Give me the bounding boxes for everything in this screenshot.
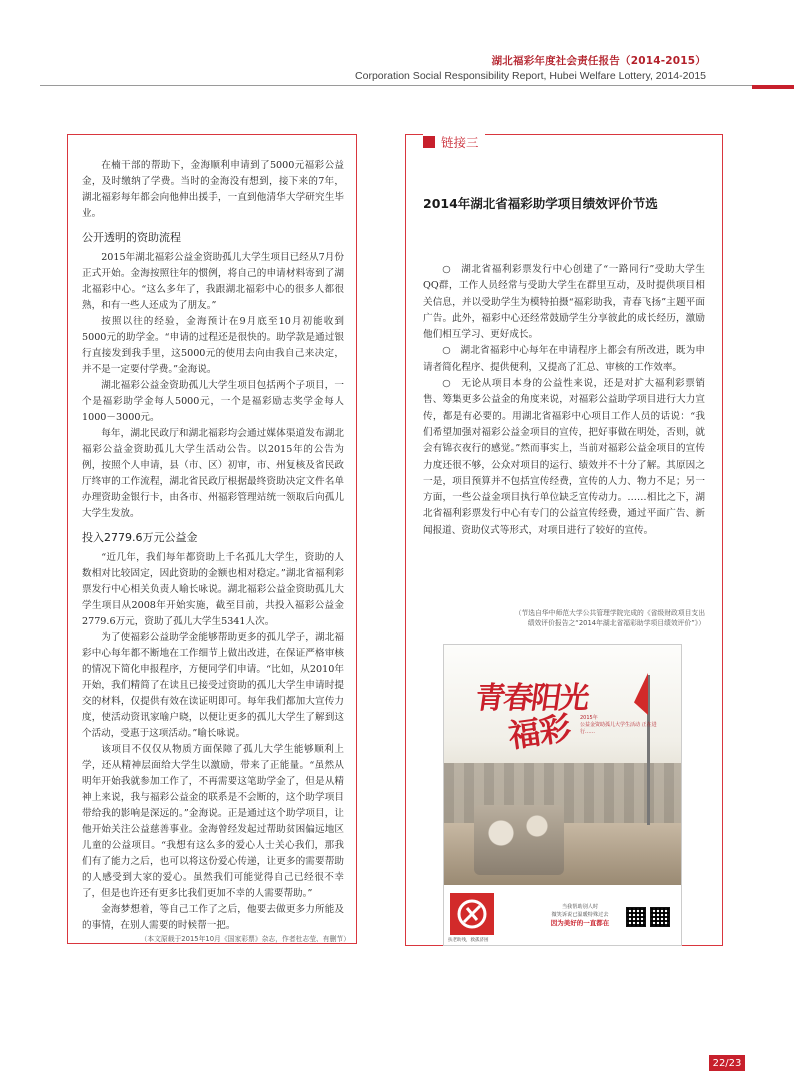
poster-brand-word: 福彩 (505, 708, 573, 756)
report-subtitle: Corporation Social Responsibility Report, Hubei Welfare Lottery, 2014-2015 (355, 70, 706, 82)
campaign-poster (443, 644, 682, 946)
sidebar-title: 2014年湖北省福彩助学项目绩效评价节选 (423, 196, 658, 211)
poster-year: 2015年 (580, 715, 598, 721)
section-heading-process: 公开透明的资助流程 (82, 231, 181, 244)
sidebar-paragraph: ○ 湖北省福利彩票发行中心创建了“一路同行”受助大学生QQ群，工作人员经常与受助大学生在群里互动，及时提供项目相关信息，并以受助学生为模特拍摄“福彩助我，青春飞扬”主题平面广告。此外，福彩中心还经常鼓励学生分享彼此的成长经历，激励他们相互学习、更好成长。 (423, 264, 705, 341)
qr-code-icon (650, 907, 670, 927)
slogan-line: 微笑诉说已温暖特殊过去 (551, 912, 609, 918)
section-heading-investment: 投入2779.6万元公益金 (82, 531, 198, 544)
left-source-credit: （本文原载于2015年10月《国家彩票》杂志，作者杜志莹、有删节） (140, 935, 350, 943)
article-paragraph: 按照以往的经验，金海预计在9月底至10月初能收到5000元的助学金。“申请的过程还是很快的。助学款是通过银行直接发到我手里，这5000元的使用去向由我自己来决定，并不是一定要付学费。”金海说。 (82, 316, 344, 375)
sidebar-paragraph: ○ 无论从项目本身的公益性来说，还是对扩大福利彩票销售、筹集更多公益金的角度来说，对福彩公益助学项目进行大力宣传，都是有必要的。用湖北省福彩中心项目工作人员的话说：“我们希望加强对福彩公益金项目的宣传，把好事做在明处，否则，就会有锦衣夜行的感觉。”然而事实上，当前对福彩公益金项目的宣传力度还很不够，公众对项目的运行、绩效并不十分了解。其原因之一是，项目预算并不包括宣传经费，宣传的人力、物力不足；另一方面，一些公益金项目执行单位缺乏宣传动力。……相比之下，湖北省福利彩票发行中心有专门的公益宣传经费，通过平面广告、新闻报道、资助仪式等形式，对项目进行了较好的宣传。 (423, 378, 705, 536)
article-paragraph: 每年，湖北民政厅和湖北福彩均会通过媒体渠道发布湖北福彩公益金资助孤儿大学生活动公告。以2015年的公告为例，按照个人申请，县（市、区）初审，市、州复核及省民政厅终审的工作流程，湖北省民政厅根据最终资助决定文件名单办理资助金银行卡，由各市、州福彩管理站统一领取后向孤儿大学生发放。 (82, 428, 344, 519)
intro-paragraph: 在楠干部的帮助下，金海顺利申请到了5000元福彩公益金，及时缴纳了学费。当时的金海没有想到，接下来的7年，湖北福彩每年都会向他伸出援手，一直到他清华大学研究生毕业。 (82, 160, 344, 219)
qr-code-icon (626, 907, 646, 927)
header-accent-bar (752, 85, 794, 89)
article-paragraph: 该项目不仅仅从物质方面保障了孤儿大学生能够顺利上学，还从精神层面给大学生以激励，带来了正能量。“虽然从明年开始我就参加工作了，不再需要这笔助学金了，但是从精神上来说，我与福彩公益金的联系是不会断的，这个助学项目带给我的影响是深远的。”金海说。正是通过这个助学项目，让他开始关注公益慈善事业。金海曾经发起过帮助贫困偏远地区儿童的公益项目。“我想有这么多的爱心人士关心我们，那我们有了能力之后，也可以将这份爱心传递，让更多的需要帮助的人感受到大家的爱心。虽然我们可能觉得自己已经很不幸了，但是也许还有更多比我们更加不幸的人需要帮助。” (82, 744, 344, 899)
slogan-emphasis: 因为美好的一直都在 (550, 919, 610, 927)
sidebar-paragraph: ○ 湖北省福彩中心每年在申请程序上都会有所改进，既为申请者简化程序、提供便利，又提高了汇总、审核的工作效率。 (423, 345, 705, 373)
credit-line: （节选自华中师范大学公共管理学院完成的《省级财政项目支出 (514, 609, 705, 617)
poster-campaign-text (580, 715, 660, 736)
article-paragraph: 为了使福彩公益助学金能够帮助更多的孤儿学子，湖北福彩中心每年都不断地在工作细节上做出改进，在保证严格审核的情况下简化申报程序，方便同学们申请。“比如，从2010年开始，我们精简了在读且已接受过资助的孤儿大学生申请时提交的材料，仅提供有效在读证明即可。每年我们都加大宣传力度，使活动资讯家喻户晓，以便让更多的孤儿大学生了解到这个活动，受惠于这项活动。”喻长咏说。 (82, 632, 344, 739)
sidebar-article (423, 262, 705, 539)
credit-line: 绩效评价报告之“2014年湖北省福彩助学项目绩效评价”》） (527, 619, 705, 627)
poster-campaign-line: 公益金资助孤儿大学生活动 正在进行…… (580, 722, 657, 735)
link-tag (423, 133, 485, 151)
link-tag-label: 链接三 (441, 135, 479, 150)
left-article (82, 158, 344, 934)
article-paragraph: 湖北福彩公益金资助孤儿大学生项目包括两个子项目，一个是福彩助学金每人5000元，一个是福彩励志奖学金每人1000－3000元。 (82, 380, 344, 423)
header-divider (40, 85, 794, 86)
sidebar-source-credit (425, 608, 705, 628)
article-paragraph: 2015年湖北福彩公益金资助孤儿大学生项目已经从7月份正式开始。金海按照往年的惯例，将自己的申请材料寄到了湖北福彩中心。“这么多年了，我跟湖北福彩中心的很多人都很熟，和有一些人还成为了朋友。” (82, 252, 344, 311)
report-title: 湖北福彩年度社会责任报告（2014-2015） (491, 55, 706, 67)
poster-students-photo (474, 805, 564, 875)
lottery-mark-icon (455, 898, 489, 930)
article-paragraph: “近几年，我们每年都资助上千名孤儿大学生，资助的人数相对比较固定，因此资助的金额也相对稳定。”湖北省福利彩票发行中心相关负责人喻长咏说。湖北福彩公益金资助孤儿大学生项目从2008年开始实施，截至目前，共投入福彩公益金2779.6万元，资助了孤儿大学生5341人次。 (82, 552, 344, 627)
poster-slogan (540, 903, 620, 927)
welfare-lottery-logo-icon (450, 893, 494, 935)
slogan-line: 当我帮助别人时 (561, 904, 599, 910)
square-bullet-icon (423, 136, 435, 148)
poster-headline: 青春阳光 (473, 681, 590, 716)
article-paragraph: 金海梦想着，等自己工作了之后，他要去做更多力所能及的事情，在别人需要的时候帮一把。 (82, 904, 344, 931)
logo-caption: 扶老助残，救孤济困 (448, 938, 489, 943)
page-number: 22/23 (709, 1055, 745, 1071)
